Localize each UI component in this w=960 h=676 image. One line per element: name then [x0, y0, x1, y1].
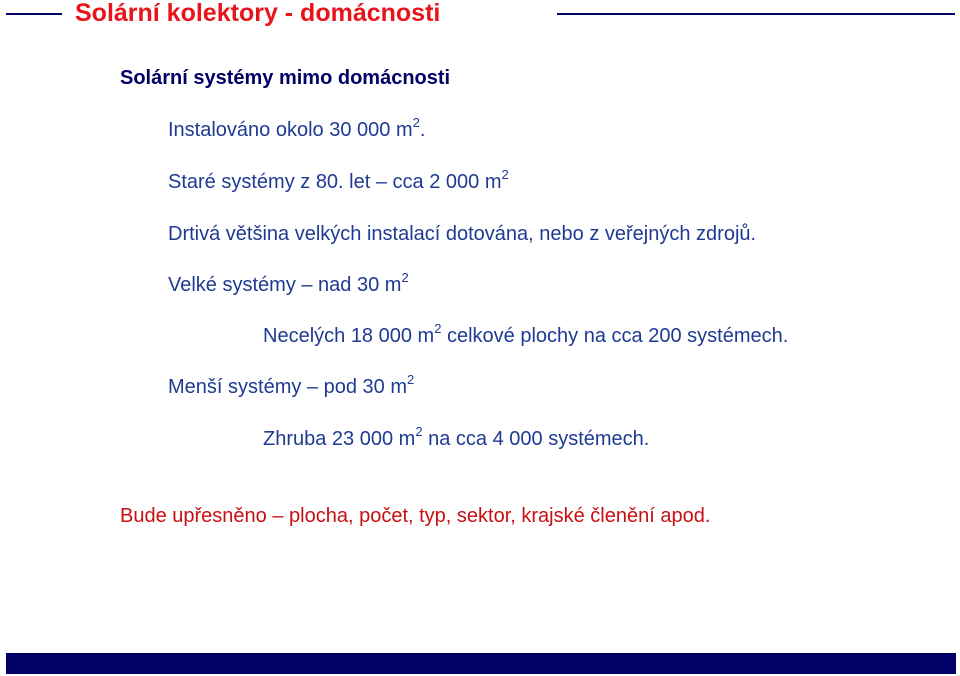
bullet-large-systems: [168, 270, 409, 297]
bullet-text: Instalováno okolo 30 000 m: [168, 119, 413, 141]
note-to-be-specified: Bude upřesněno – plocha, počet, typ, sektor, krajské členění apod.: [120, 505, 711, 527]
section-subtitle: Solární systémy mimo domácnosti: [120, 67, 451, 89]
bullet-small-systems: [168, 372, 415, 399]
bullet-text: Drtivá většina velkých instalací dotována, nebo z veřejných zdrojů.: [168, 223, 757, 245]
slide-title: Solární kolektory - domácnosti: [75, 0, 441, 27]
superscript-unit: 2: [501, 167, 509, 183]
bullet-tail: .: [419, 119, 426, 141]
bullet-subsidized-majority: [168, 222, 756, 246]
bullet-text: Zhruba 23 000 m: [263, 428, 416, 450]
bullet-text: Velké systémy – nad 30 m: [168, 274, 402, 296]
bullet-text: Staré systémy z 80. let – cca 2 000 m: [168, 171, 502, 193]
sub-bullet-large-detail: [263, 321, 789, 348]
superscript-unit: 2: [412, 115, 420, 131]
superscript-unit: 2: [401, 270, 409, 286]
sub-bullet-small-detail: [263, 424, 650, 451]
bullet-installed-area: [168, 115, 426, 142]
bullet-old-systems: [168, 167, 509, 194]
superscript-unit: 2: [415, 424, 423, 440]
bullet-text: Necelých 18 000 m: [263, 325, 435, 347]
bullet-text: Menší systémy – pod 30 m: [168, 376, 407, 398]
superscript-unit: 2: [434, 321, 442, 337]
footer-bar: [6, 653, 956, 674]
title-rule-left: [6, 13, 62, 15]
superscript-unit: 2: [406, 372, 415, 388]
bullet-tail: celkové plochy na cca 200 systémech.: [441, 325, 789, 347]
title-rule-right: [557, 13, 955, 15]
bullet-tail: na cca 4 000 systémech.: [422, 428, 650, 450]
